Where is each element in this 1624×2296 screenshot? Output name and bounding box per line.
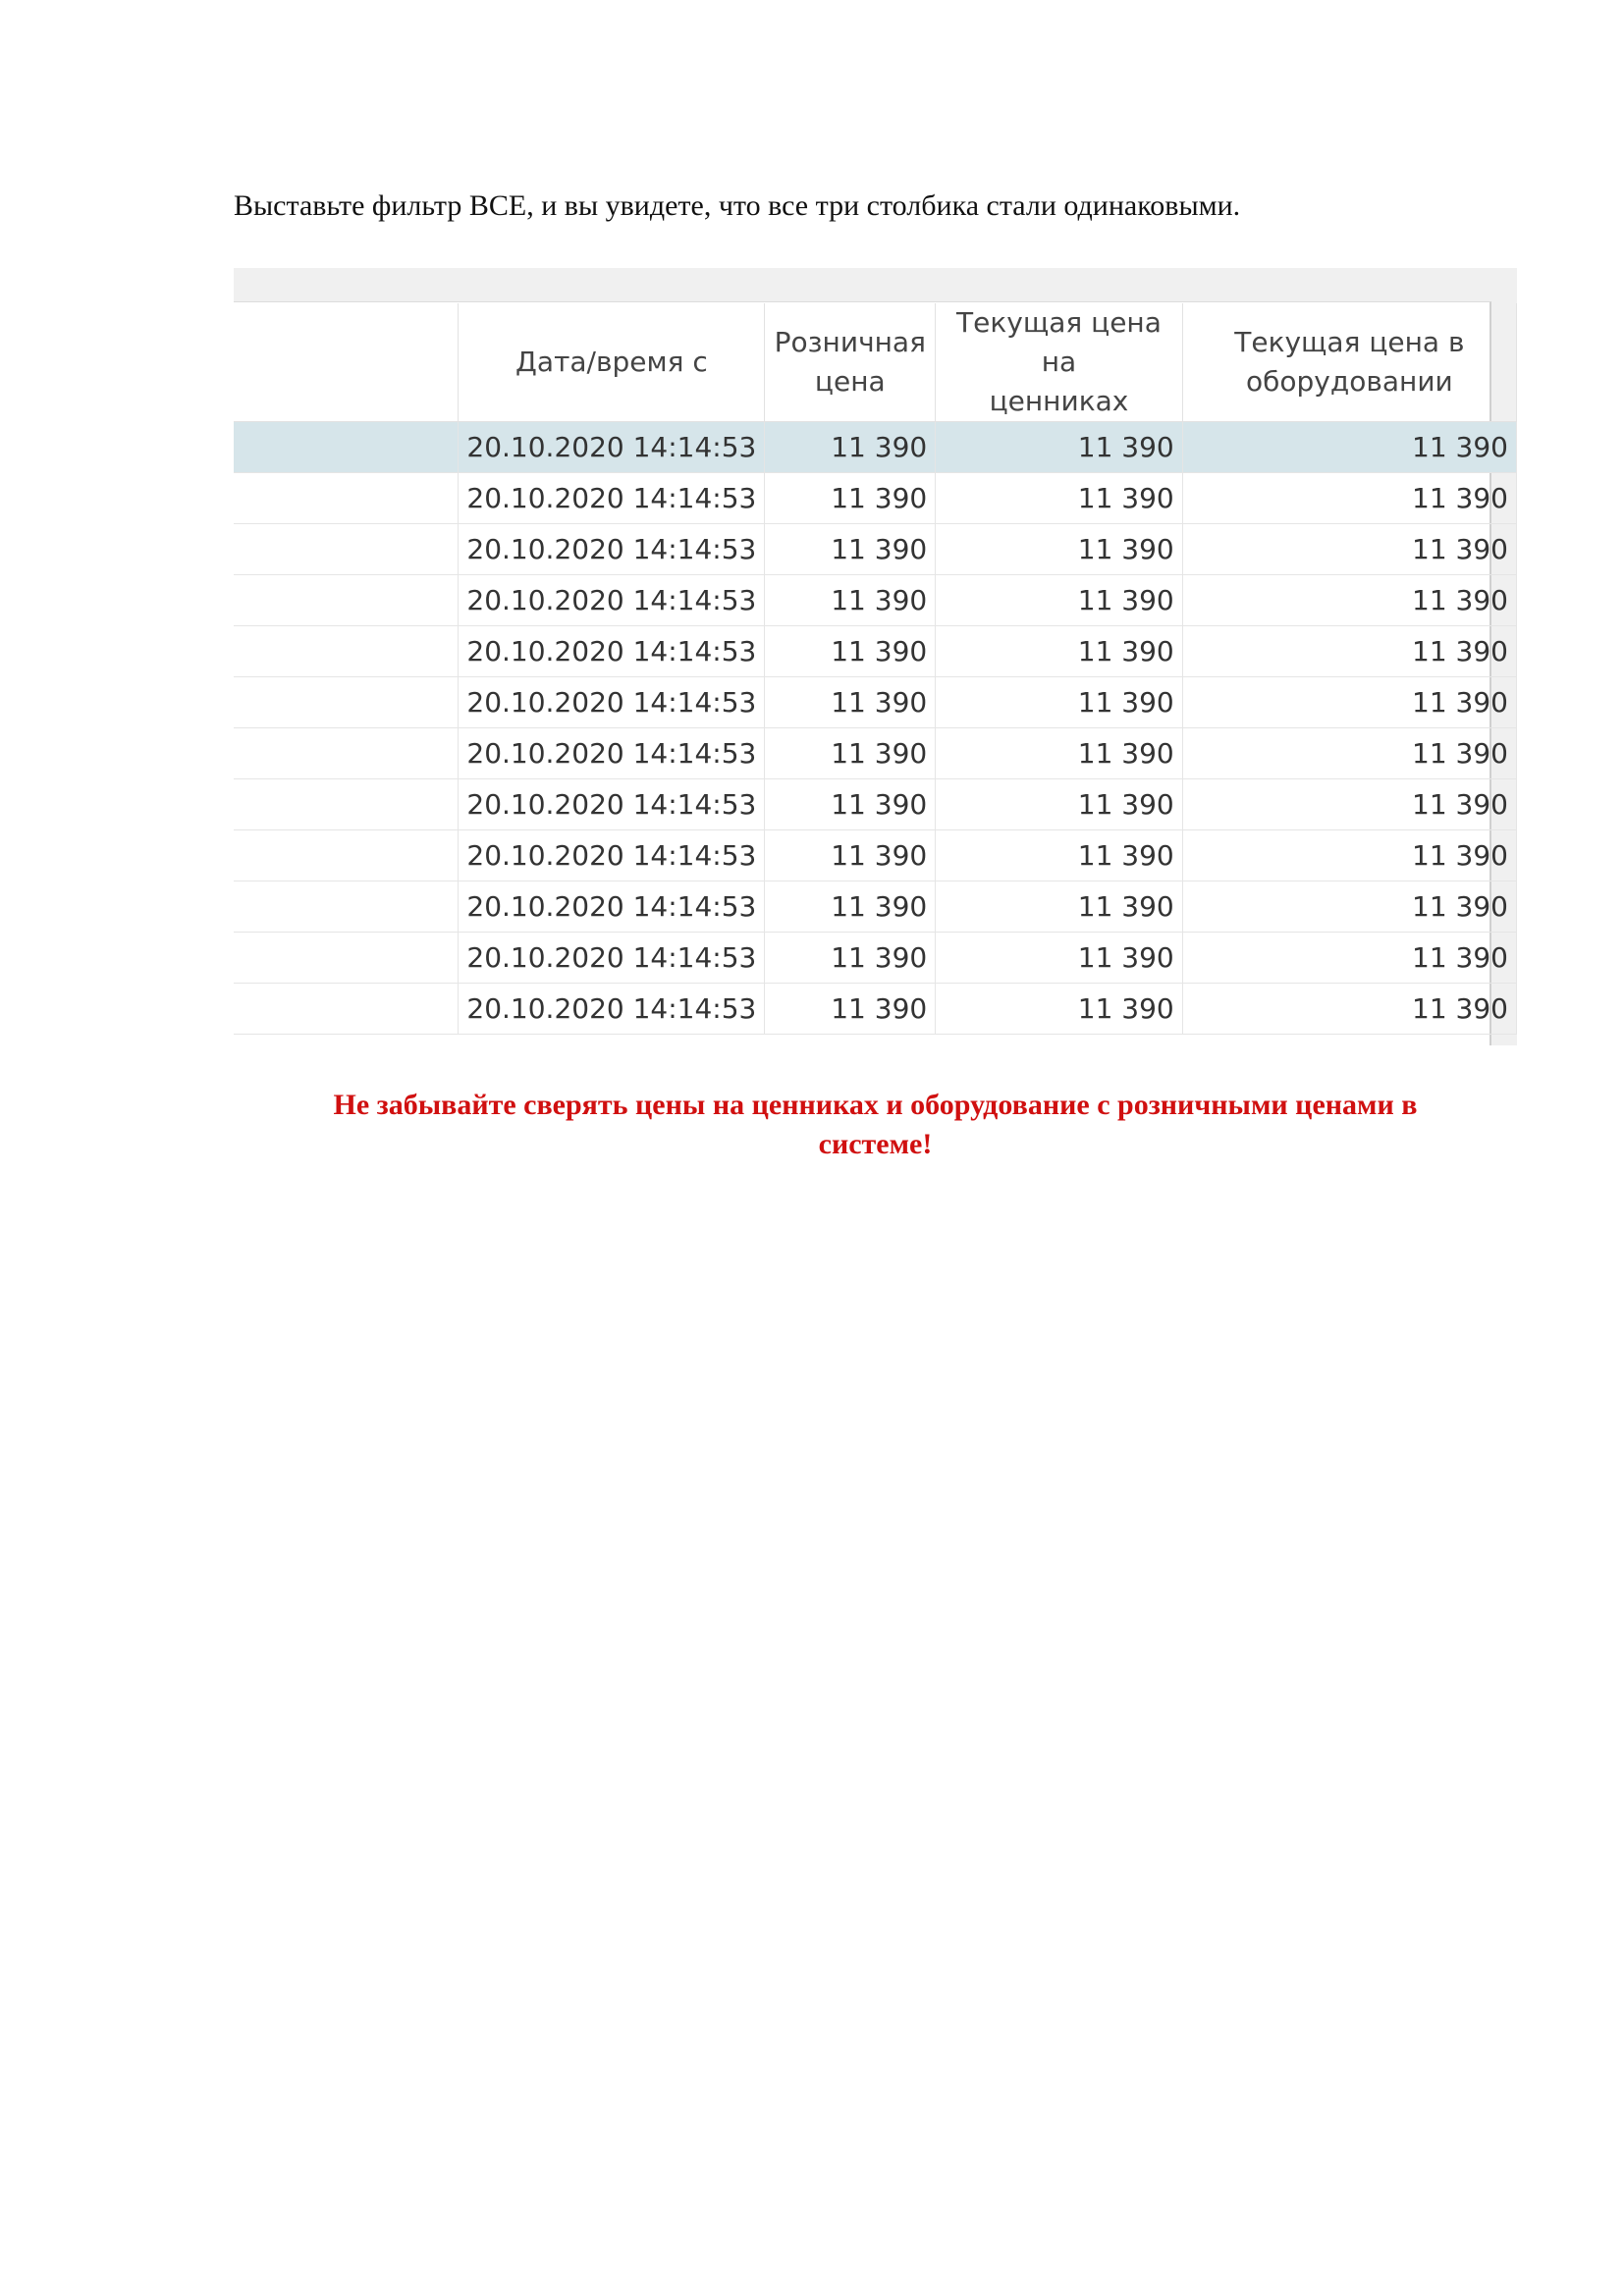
cell-tag-price[interactable]: 11 390	[936, 881, 1183, 933]
cell-datetime[interactable]: 20.10.2020 14:14:53	[459, 422, 765, 473]
cell-blank[interactable]	[234, 626, 459, 677]
cell-retail-price[interactable]: 11 390	[765, 933, 936, 984]
cell-equipment-price[interactable]: 11 390	[1182, 881, 1516, 933]
cell-retail-price[interactable]: 11 390	[765, 575, 936, 626]
cell-datetime[interactable]: 20.10.2020 14:14:53	[459, 626, 765, 677]
cell-equipment-price[interactable]: 11 390	[1182, 473, 1516, 524]
cell-blank[interactable]	[234, 933, 459, 984]
cell-equipment-price[interactable]: 11 390	[1182, 677, 1516, 728]
cell-retail-price[interactable]: 11 390	[765, 779, 936, 830]
cell-retail-price[interactable]: 11 390	[765, 422, 936, 473]
cell-retail-price[interactable]: 11 390	[765, 728, 936, 779]
cell-datetime[interactable]: 20.10.2020 14:14:53	[459, 881, 765, 933]
cell-blank[interactable]	[234, 422, 459, 473]
cell-blank[interactable]	[234, 473, 459, 524]
cell-tag-price[interactable]: 11 390	[936, 626, 1183, 677]
cell-blank[interactable]	[234, 575, 459, 626]
cell-datetime[interactable]: 20.10.2020 14:14:53	[459, 524, 765, 575]
cell-retail-price[interactable]: 11 390	[765, 626, 936, 677]
table-row[interactable]	[234, 677, 1517, 728]
cell-equipment-price[interactable]: 11 390	[1182, 984, 1516, 1035]
table-row[interactable]	[234, 830, 1517, 881]
table-row[interactable]	[234, 933, 1517, 984]
price-table-screenshot	[234, 268, 1517, 1045]
cell-tag-price[interactable]: 11 390	[936, 677, 1183, 728]
table-header-row	[234, 303, 1517, 422]
intro-paragraph: Выставьте фильтр ВСЕ, и вы увидете, что все три столбика стали одинаковыми.	[234, 189, 1241, 222]
cell-blank[interactable]	[234, 881, 459, 933]
cell-blank[interactable]	[234, 779, 459, 830]
cell-equipment-price[interactable]: 11 390	[1182, 575, 1516, 626]
cell-equipment-price[interactable]: 11 390	[1182, 728, 1516, 779]
header-text-line: Текущая цена на	[956, 306, 1162, 378]
cell-equipment-price[interactable]: 11 390	[1182, 626, 1516, 677]
table-row[interactable]	[234, 728, 1517, 779]
table-row[interactable]	[234, 626, 1517, 677]
cell-datetime[interactable]: 20.10.2020 14:14:53	[459, 933, 765, 984]
table-row[interactable]	[234, 524, 1517, 575]
cell-datetime[interactable]: 20.10.2020 14:14:53	[459, 830, 765, 881]
warning-notice	[234, 1086, 1517, 1164]
header-text-line: оборудовании	[1246, 365, 1453, 398]
cell-blank[interactable]	[234, 524, 459, 575]
cell-retail-price[interactable]: 11 390	[765, 830, 936, 881]
cell-retail-price[interactable]: 11 390	[765, 524, 936, 575]
cell-blank[interactable]	[234, 984, 459, 1035]
warning-line-1: Не забывайте сверять цены на ценниках и оборудование с розничными ценами в	[333, 1089, 1418, 1121]
header-text-line: Розничная	[774, 326, 926, 358]
table-row[interactable]	[234, 422, 1517, 473]
screenshot-top-bar	[234, 268, 1517, 303]
cell-retail-price[interactable]: 11 390	[765, 473, 936, 524]
cell-tag-price[interactable]: 11 390	[936, 524, 1183, 575]
cell-tag-price[interactable]: 11 390	[936, 422, 1183, 473]
table-row[interactable]	[234, 984, 1517, 1035]
cell-datetime[interactable]: 20.10.2020 14:14:53	[459, 575, 765, 626]
column-header-tag-price[interactable]	[936, 303, 1183, 422]
column-header-retail-price[interactable]	[765, 303, 936, 422]
cell-datetime[interactable]: 20.10.2020 14:14:53	[459, 779, 765, 830]
cell-retail-price[interactable]: 11 390	[765, 881, 936, 933]
cell-tag-price[interactable]: 11 390	[936, 575, 1183, 626]
cell-datetime[interactable]: 20.10.2020 14:14:53	[459, 984, 765, 1035]
cell-equipment-price[interactable]: 11 390	[1182, 933, 1516, 984]
column-header-equipment-price[interactable]	[1182, 303, 1516, 422]
warning-line-2: системе!	[818, 1128, 933, 1160]
cell-tag-price[interactable]: 11 390	[936, 473, 1183, 524]
cell-retail-price[interactable]: 11 390	[765, 984, 936, 1035]
header-text-line: цена	[814, 365, 886, 398]
table-row[interactable]	[234, 881, 1517, 933]
header-text-line: ценниках	[989, 385, 1129, 417]
cell-equipment-price[interactable]: 11 390	[1182, 524, 1516, 575]
cell-tag-price[interactable]: 11 390	[936, 779, 1183, 830]
cell-tag-price[interactable]: 11 390	[936, 830, 1183, 881]
cell-datetime[interactable]: 20.10.2020 14:14:53	[459, 677, 765, 728]
cell-equipment-price[interactable]: 11 390	[1182, 422, 1516, 473]
column-header-datetime[interactable]: Дата/время с	[459, 303, 765, 422]
cell-datetime[interactable]: 20.10.2020 14:14:53	[459, 473, 765, 524]
cell-blank[interactable]	[234, 728, 459, 779]
cell-equipment-price[interactable]: 11 390	[1182, 779, 1516, 830]
header-text-line: Текущая цена в	[1234, 326, 1465, 358]
table-row[interactable]	[234, 473, 1517, 524]
cell-equipment-price[interactable]: 11 390	[1182, 830, 1516, 881]
column-header-blank[interactable]	[234, 303, 459, 422]
table-row[interactable]	[234, 575, 1517, 626]
cell-blank[interactable]	[234, 830, 459, 881]
cell-tag-price[interactable]: 11 390	[936, 933, 1183, 984]
cell-tag-price[interactable]: 11 390	[936, 728, 1183, 779]
cell-blank[interactable]	[234, 677, 459, 728]
cell-datetime[interactable]: 20.10.2020 14:14:53	[459, 728, 765, 779]
table-row[interactable]	[234, 779, 1517, 830]
cell-retail-price[interactable]: 11 390	[765, 677, 936, 728]
cell-tag-price[interactable]: 11 390	[936, 984, 1183, 1035]
price-table	[234, 303, 1517, 1035]
